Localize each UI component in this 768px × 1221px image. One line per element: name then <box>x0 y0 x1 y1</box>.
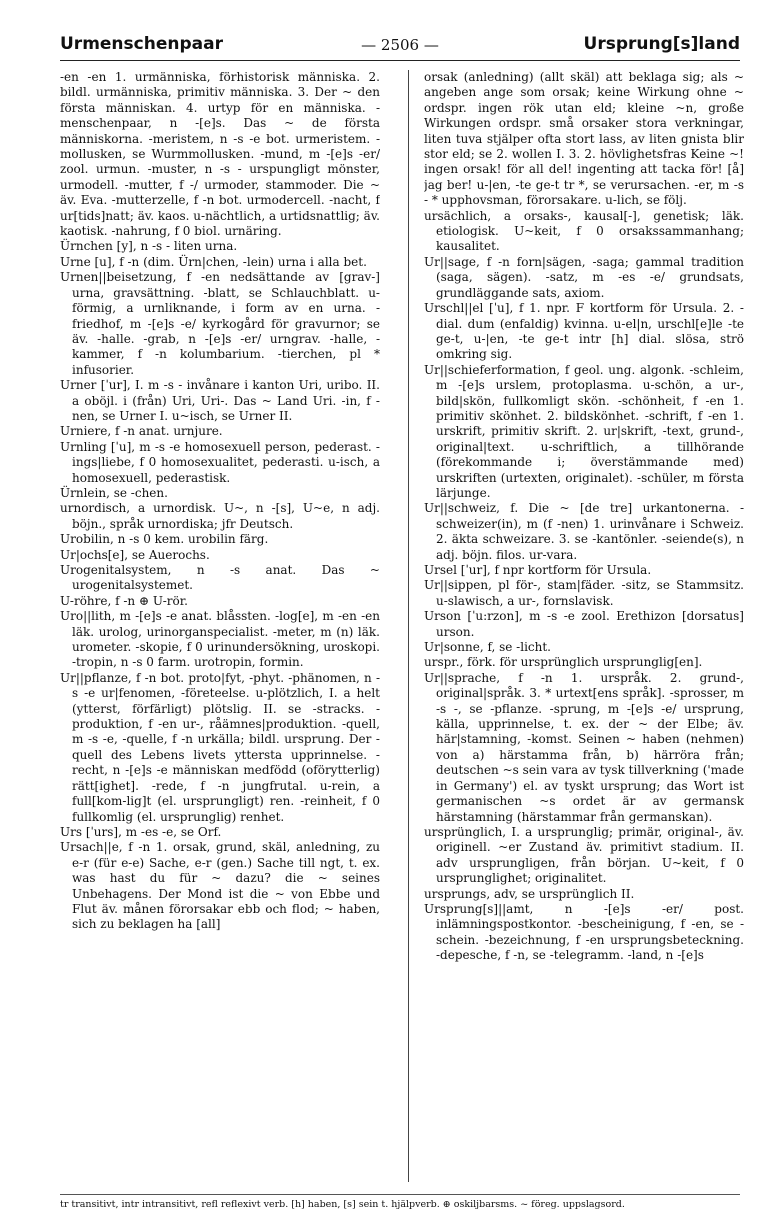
dictionary-entry: Ursach||e, f -n 1. orsak, grund, skäl, anledning, zu e-r (für e-e) Sache, e-r (gen.) Sache till ngt, t. ex. was hast du für ~ dazu? die ~ seines Unbehagens. Der Mond ist die ~ von Ebbe und Flut äv. månen förorsakar ebb och flod; ~ haben, sich zu beklagen ha [all] <box>60 840 380 932</box>
dictionary-entry: orsak (anledning) (allt skäl) att beklaga sig; als ~ angeben ange som orsak; keine Wirkung ohne ~ ordspr. ingen rök utan eld; kleine ~n, große Wirkungen ordspr. små orsaker stora verkningar, liten tuva stjälper ofta stort lass, av liten gnista blir stor eld; se 2. wollen I. 3. 2. hövlighetsfras Keine ~! ingen orsak! för all del! ingenting att tacka för! [å] jag ber! u-|en, -te ge-t tr *, se verursachen. -er, m -s - * upphovsman, förorsakare. u-lich, se följ. <box>424 70 744 208</box>
dictionary-entry: ursprünglich, I. a ursprunglig; primär, original-, äv. originell. ~er Zustand äv. primitivt stadium. II. adv ursprungligen, från början. U~keit, f 0 ursprunglighet; originalitet. <box>424 824 744 886</box>
dictionary-entry: -en -en 1. urmänniska, förhistorisk människa. 2. bildl. urmänniska, primitiv människa. 3. Der ~ den första människan. 4. urtyp för en människa. -menschenpaar, n -[e]s. Das ~ de första människorna. -meristem, n -s -e bot. urmeristem. -mollusken, se Wurmmollusken. -mund, m -[e]s -er/ zool. urmun. -muster, n -s - urspungligt mönster, urmodell. -mutter, f -/ urmoder, stammoder. Die ~ äv. Eva. -mutterzelle, f -n bot. urmodercell. -nacht, f ur[tids]natt; äv. kaos. u-nächtlich, a urtidsnattlig; äv. kaotisk. -nahrung, f 0 biol. urnäring. <box>60 70 380 239</box>
dictionary-entry: Ur|ochs[e], se Auerochs. <box>60 547 210 562</box>
dictionary-entry: Urson [ˈu:rzon], m -s -e zool. Erethizon [dorsatus] urson. <box>424 609 744 639</box>
dictionary-entry: Ürnchen [y], n -s - liten urna. <box>60 239 238 254</box>
dictionary-entry: Urschl||el [ˈu], f 1. npr. F kortform för Ursula. 2. - dial. dum (enfaldig) kvinna. u-el|n, urschl[e]le -te ge-t, u-|en, -te ge-t intr [h] dial. slösa, strö omkring sig. <box>424 301 744 362</box>
right-column <box>424 70 744 1190</box>
left-column <box>60 70 380 1190</box>
page-number: — 2506 — <box>361 36 439 54</box>
dictionary-entry: Urner [ˈur], I. m -s - invånare i kanton Uri, uribo. II. a oböjl. i (från) Uri, Uri-. Das ~ Land Uri. -in, f -nen, se Urner I. u~isch, se Urner II. <box>60 378 380 423</box>
dictionary-entry: Ur||sage, f -n forn|sägen, -saga; gammal tradition (saga, sägen). -satz, m -es -e/ grundsats, grundläggande sats, axiom. <box>424 254 744 300</box>
dictionary-entry: U-röhre, f -n ⊕ U-rör. <box>60 593 188 608</box>
dictionary-entry: Ur||sprache, f -n 1. urspråk. 2. grund-, original|språk. 3. * urtext[ens språk]. -sprosser, m -s -, se -pflanze. -sprung, m -[e]s -e/ ursprung, källa, upprinnelse, t. ex. der ~ der Elbe; äv. här|stamning, -komst. Seinen ~ haben (nehmen) von a) härstamma från, b) härröra från; deutschen ~s sein vara av tysk tillverkning ('made in Germany') el. av tyskt ursprung; das Wort ist germanischen ~s ordet är av germansk härstamning (härstammar från germanskan). <box>424 670 744 824</box>
header-right-guideword: Ursprung[s]land <box>583 34 740 54</box>
dictionary-entry: Ursel [ˈur], f npr kortform för Ursula. <box>424 563 652 577</box>
dictionary-entry: ursprungs, adv, se ursprünglich II. <box>424 886 635 901</box>
dictionary-entry: Ur||schweiz, f. Die ~ [de tre] urkantonerna. -schweizer(in), m (f -nen) 1. urinvånare i Schweiz. 2. äkta schweizare. 3. se -kantönler. -seiende(s), n adj. böjn. filos. ur-vara. <box>424 501 744 562</box>
dictionary-entry: Urnen||beisetzung, f -en nedsättande av [grav-] urna, gravsättning. -blatt, se Schlauchblatt. u-förmig, a urnliknande, i form av en urna. -friedhof, m -[e]s -e/ kyrkogård för gravurnor; se äv. -halle. -grab, n -[e]s -er/ urngrav. -halle, -kammer, f -n kolumbarium. -tierchen, pl * infusorier. <box>60 270 380 377</box>
dictionary-entry: Uro||lith, m -[e]s -e anat. blåssten. -log[e], m -en -en läk. urolog, urinorganspecialist. -meter, m (n) läk. urometer. -skopie, f 0 urinundersökning, uroskopi. -tropin, n -s 0 farm. urotropin, formin. <box>60 609 380 670</box>
abbreviation-legend: tr transitivt, intr intransitivt, refl reflexivt verb. [h] haben, [s] sein t. hjälpverb. ⊕ oskiljbarsms. ~ föreg. uppslagsord. <box>60 1194 740 1210</box>
dictionary-entry: Ur|sonne, f, se -licht. <box>424 640 551 655</box>
dictionary-entry: urspr., förk. för ursprünglich ursprunglig[en]. <box>424 655 703 670</box>
column-divider <box>408 70 409 1182</box>
dictionary-entry: Urnling [ˈu], m -s -e homosexuell person, pederast. -ings|liebe, f 0 homosexualitet, pederasti. u-isch, a homosexuell, pederastisk. <box>60 439 380 485</box>
dictionary-entry: Urogenitalsystem, n -s anat. Das ~ urogenitalsystemet. <box>60 563 380 593</box>
dictionary-entry: Ur||schieferformation, f geol. ung. algonk. -schleim, m -[e]s urslem, protoplasma. u-schön, a ur-, bild|skön, fullkomligt skön. -schönheit, f -en 1. primitiv skönhet. 2. bildskönhet. -schrift, f -en 1. urskrift, primitiv skrift. 2. ur|skrift, -text, grund-, original|text. u-schriftlich, a tillhörande (förekommande i; överstämmande med) urskriften (urtexten, originalet). -schüler, m första lärjunge. <box>424 362 744 500</box>
dictionary-entry: Ursprung[s]||amt, n -[e]s -er/ post. inlämningspostkontor. -bescheinigung, f -en, se -schein. -bezeichnung, f -en ursprungsbeteckning. -depesche, f -n, se -telegramm. -land, n -[e]s <box>424 901 744 963</box>
dictionary-entry: Ur||pflanze, f -n bot. proto|fyt, -phyt. -phänomen, n -s -e ur|fenomen, -företeelse. u-plötzlich, I. a helt (ytterst, förfärligt) plötslig. II. se -stracks. -produktion, f -en ur-, råämnes|produktion. -quell, m -s -e, -quelle, f -n urkälla; bildl. ursprung. Der -quell des Lebens livets yttersta upprinnelse. -recht, n -[e]s -e människan medfödd (oförytterlig) rätt[ighet]. -rede, f -n jungfrutal. u-rein, a full[kom-lig]t (el. ursprungligt) ren. -reinheit, f 0 fullkomlig (el. ursprunglig) renhet. <box>60 670 380 824</box>
dictionary-entry: ursächlich, a orsaks-, kausal[-], genetisk; läk. etiologisk. U~keit, f 0 orsakssammanhang; kausalitet. <box>424 208 744 254</box>
dictionary-entry: Urs [ˈurs], m -es -e, se Orf. <box>60 824 222 839</box>
dictionary-entry: Urniere, f -n anat. urnjure. <box>60 424 223 439</box>
dictionary-entry: urnordisch, a urnordisk. U~, n -[s], U~e, n adj. böjn., språk urnordiska; jfr Deutsch. <box>60 501 380 531</box>
header-left-guideword: Urmenschenpaar <box>60 34 223 54</box>
dictionary-entry: Ur||sippen, pl för-, stam|fäder. -sitz, se Stammsitz. u-slawisch, a ur-, fornslavisk. <box>424 578 744 608</box>
dictionary-entry: Urobilin, n -s 0 kem. urobilin färg. <box>60 532 269 547</box>
dictionary-entry: Ürnlein, se -chen. <box>60 485 168 500</box>
dictionary-entry: Urne [u], f -n (dim. Ürn|chen, -lein) urna i alla bet. <box>60 254 367 269</box>
page-header <box>60 30 740 61</box>
